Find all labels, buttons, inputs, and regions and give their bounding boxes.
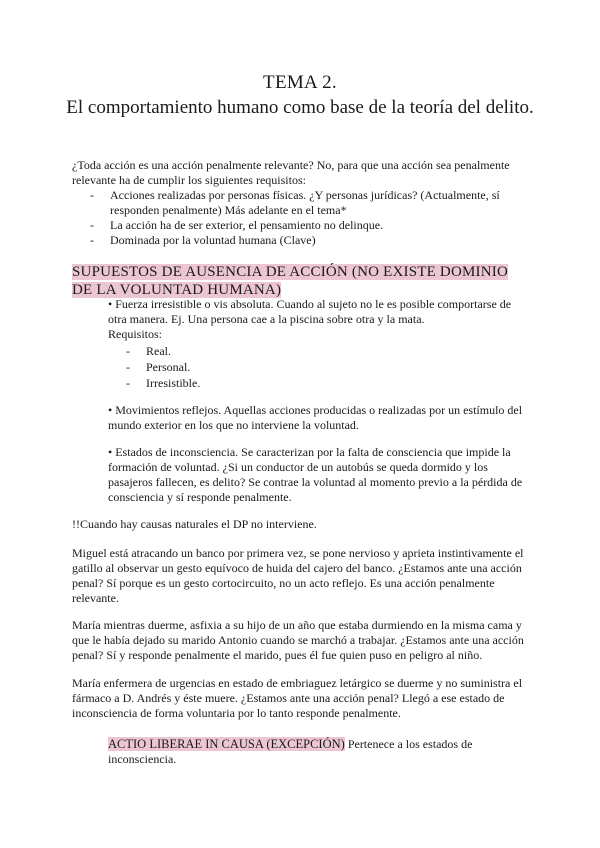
title-heading: El comportamiento humano como base de la teoría del delito. <box>66 97 534 118</box>
bullet-estados-inconsciencia: • Estados de inconsciencia. Se caracterizan por la falta de consciencia que impide la formación de voluntad. ¿Si un conductor de un autobús se queda dormido y los pasajeros fallecen, es delito? Se contrae la voluntad al momento previo a la pérdida de consciencia y sí responde penalmente. <box>108 445 523 504</box>
list-item: - Irresistible. <box>118 375 418 391</box>
list-item: - Personal. <box>118 359 418 375</box>
note-paragraph: !!Cuando hay causas naturales el DP no interviene. <box>72 517 317 531</box>
requisitos-label: Requisitos: <box>108 327 163 341</box>
intro-paragraph: ¿Toda acción es una acción penalmente relevante? No, para que una acción sea penalmente relevante ha de cumplir los siguientes requisitos: <box>72 158 510 187</box>
list-item: - Acciones realizadas por personas físicas. ¿Y personas jurídicas? (Actualmente, sí responden penalmente) Más adelante en el tema* <box>82 188 522 218</box>
list-item: - Real. <box>118 343 418 359</box>
bullet-movimientos-reflejos: • Movimientos reflejos. Aquellas acciones producidas o realizadas por un estímulo del mundo exterior en los que no interviene la voluntad. <box>108 403 523 432</box>
highlighted-term: ACTIO LIBERAE IN CAUSA (EXCEPCIÓN) <box>108 737 345 751</box>
example-paragraph: María enfermera de urgencias en estado de embriaguez letárgico se duerme y no suministra el fármaco a D. Andrés y éste muere. ¿Estamos ante una acción penal? Llegó a ese estado de inconsciencia de forma voluntaria por lo tanto responde penalmente. <box>72 676 523 720</box>
section-heading <box>72 263 532 299</box>
actio-text: Pertenece a los estados de inconsciencia. <box>108 737 473 766</box>
example-paragraph: Miguel está atracando un banco por primera vez, se pone nervioso y aprieta instintivamente el gatillo al observar un gesto equívoco de huida del cajero del banco. ¿Estamos ante una acción penal? Sí porque es un gesto cortocircuito, no un acto reflejo. Es una acción penalmente relevante. <box>72 546 524 605</box>
example-paragraph: María mientras duerme, asfixia a su hijo de un año que estaba durmiendo en la misma cama y que le había dejado su marido Antonio cuando se marchó a trabajar. ¿Estamos ante una acción penal? Sí y responde penalmente el marido, pues él fue quien puso en peligro al niño. <box>72 618 524 662</box>
bullet-fuerza-irresistible: • Fuerza irresistible o vis absoluta. Cuando al sujeto no le es posible comportarse de otra manera. Ej. Una persona cae a la piscina sobre otra y la mata. <box>108 297 512 326</box>
requirements-list <box>82 188 522 248</box>
title-topic: TEMA 2. <box>263 72 337 93</box>
actio-paragraph <box>108 737 528 767</box>
list-item: - Dominada por la voluntad humana (Clave) <box>82 233 522 248</box>
sub-requirements-list <box>118 343 418 391</box>
highlighted-heading-text: SUPUESTOS DE AUSENCIA DE ACCIÓN (NO EXISTE DOMINIO DE LA VOLUNTAD HUMANA) <box>72 264 508 298</box>
list-item: - La acción ha de ser exterior, el pensamiento no delinque. <box>82 218 522 233</box>
